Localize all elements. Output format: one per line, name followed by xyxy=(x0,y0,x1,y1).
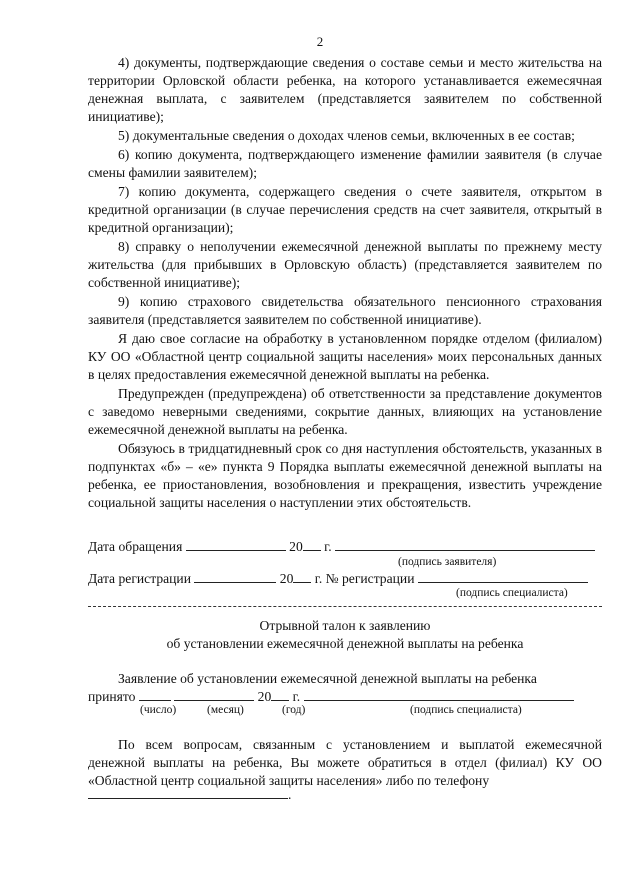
date-appeal-row xyxy=(88,538,595,555)
date-registration-label: Дата регистрации xyxy=(88,571,191,586)
date-registration-field[interactable] xyxy=(194,570,276,583)
phone-row xyxy=(88,786,291,803)
coupon-year-field[interactable] xyxy=(271,688,289,701)
coupon-year-prefix: 20 xyxy=(257,689,272,704)
date-appeal-field[interactable] xyxy=(186,538,286,551)
reg-number-label: г. № регистрации xyxy=(314,571,415,586)
coupon-year-suffix: г. xyxy=(292,689,301,704)
date-appeal-label: Дата обращения xyxy=(88,539,183,554)
coupon-specialist-signature-field[interactable] xyxy=(304,688,574,701)
accepted-label: принято xyxy=(88,689,136,704)
page-number: 2 xyxy=(316,34,324,49)
list-item-6: 6) копию документа, подтверждающего изменение фамилии заявителя (в случае смены фамилии заявителем); xyxy=(88,147,602,180)
month-field[interactable] xyxy=(174,688,254,701)
caption-month: (месяц) xyxy=(207,704,244,716)
list-item-5: 5) документальные сведения о доходах членов семьи, включенных в ее состав; xyxy=(118,128,575,143)
caption-year: (год) xyxy=(282,704,306,716)
list-item-9: 9) копию страхового свидетельства обязательного пенсионного страхования заявителя (представляется заявителем по собственной инициативе). xyxy=(88,294,602,327)
reg-number-field[interactable] xyxy=(418,570,588,583)
coupon-info-text: По всем вопросам, связанным с установлением и выплатой ежемесячной денежной выплаты на ребенка, Вы можете обратиться в отдел (филиал) КУ ОО «Областной центр социальной защиты населения» либо по телефону xyxy=(88,737,602,788)
consent-paragraph: Я даю свое согласие на обработку в установленном порядке отделом (филиалом) КУ ОО «Областной центр социальной защиты населения» моих персональных данных в целях предоставления ежемесячной денежной выплаты на ребенка. xyxy=(88,331,602,382)
caption-specialist: (подпись специалиста) xyxy=(410,704,522,716)
specialist-sign-caption: (подпись специалиста) xyxy=(456,587,568,599)
registration-row xyxy=(88,570,588,587)
tear-off-line xyxy=(88,606,602,607)
list-item-8: 8) справку о неполучении ежемесячной денежной выплаты по прежнему месту жительства (для прибывших в Орловскую область) (представляется заявителем по собственной инициативе); xyxy=(88,239,602,290)
list-item-7: 7) копию документа, содержащего сведения о счете заявителя, открытом в кредитной организации (в случае перечисления средств на счет заявителя, открытый в кредитной организации); xyxy=(88,184,602,235)
applicant-signature-field[interactable] xyxy=(335,538,595,551)
year-field[interactable] xyxy=(303,538,321,551)
warning-paragraph: Предупрежден (предупреждена) об ответственности за представление документов с заведомо неверными сведениями, сокрытие данных, влияющих на установление ежемесячной денежной выплаты на ребенка. xyxy=(88,386,602,437)
caption-day: (число) xyxy=(140,704,177,716)
year-prefix: 20 xyxy=(289,539,303,554)
document-body xyxy=(88,54,602,513)
coupon-statement xyxy=(88,670,602,688)
coupon-title-1: Отрывной талон к заявлению xyxy=(259,618,431,633)
obligation-paragraph: Обязуюсь в тридцатидневный срок со дня наступления обстоятельств, указанных в подпунктах «б» – «е» пункта 9 Порядка выплаты ежемесячной денежной выплаты на ребенка, ее приостановления, возобновления и прекращения, известить учреждение социальной защиты населения о наступлении этих обстоятельств. xyxy=(88,441,602,510)
phone-field[interactable] xyxy=(88,786,288,799)
list-item-4: 4) документы, подтверждающие сведения о составе семьи и место жительства на территории Орловской области ребенка, на которого устанавливается ежемесячная денежная выплата, с заявителем (представляется заявителем по собственной инициативе); xyxy=(88,55,602,124)
reg-year-field[interactable] xyxy=(293,570,311,583)
day-field[interactable] xyxy=(139,688,171,701)
applicant-sign-caption: (подпись заявителя) xyxy=(398,556,497,568)
reg-year-prefix: 20 xyxy=(279,571,294,586)
coupon-title-2: об установлении ежемесячной денежной выплаты на ребенка xyxy=(166,636,524,651)
phone-period: . xyxy=(288,787,292,802)
coupon-statement-text: Заявление об установлении ежемесячной денежной выплаты на ребенка xyxy=(118,671,537,686)
year-suffix: г. xyxy=(324,539,332,554)
coupon-info xyxy=(88,736,602,790)
accepted-row xyxy=(88,688,574,705)
